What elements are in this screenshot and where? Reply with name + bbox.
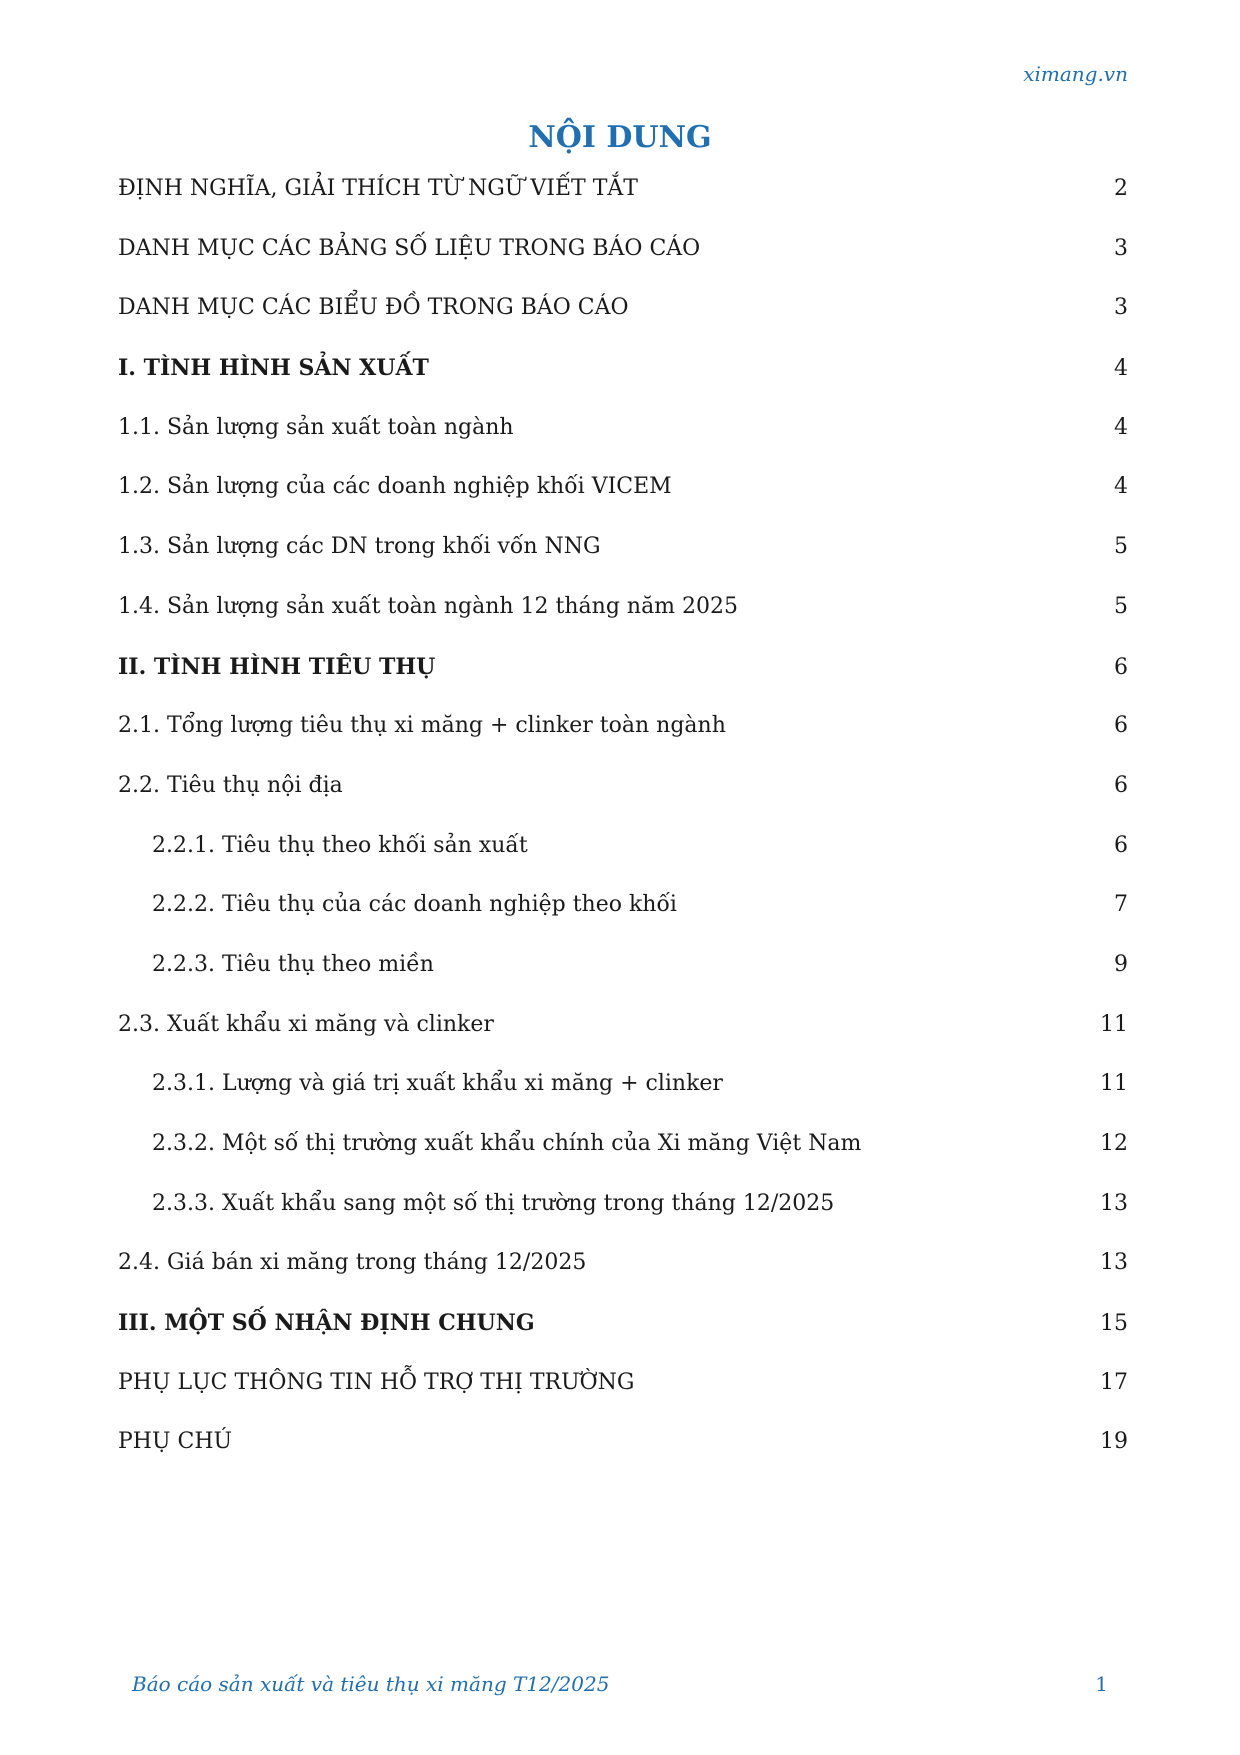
- toc-entry-page: 17: [1100, 1369, 1128, 1395]
- toc-entry[interactable]: [118, 653, 1128, 713]
- toc-entry[interactable]: [118, 354, 1128, 414]
- toc-entry-page: 5: [1114, 593, 1128, 619]
- toc-entry-label: 2.3.2. Một số thị trường xuất khẩu chính của Xi măng Việt Nam: [152, 1131, 862, 1156]
- toc-entry[interactable]: [118, 533, 1128, 593]
- toc-entry[interactable]: [118, 1130, 1128, 1190]
- toc-entry[interactable]: [118, 1428, 1128, 1488]
- toc-entry-label: 2.2. Tiêu thụ nội địa: [118, 772, 343, 798]
- toc-entry-label: I. TÌNH HÌNH SẢN XUẤT: [118, 355, 429, 382]
- toc-entry-label: 2.3.1. Lượng và giá trị xuất khẩu xi măng + clinker: [152, 1071, 723, 1097]
- toc-entry[interactable]: [118, 832, 1128, 892]
- toc-entry-page: 6: [1114, 713, 1128, 739]
- toc-entry[interactable]: [118, 235, 1128, 295]
- toc-entry-page: 13: [1100, 1250, 1128, 1276]
- toc-entry-label: 1.2. Sản lượng của các doanh nghiệp khối VICEM: [118, 474, 672, 500]
- toc-entry[interactable]: [118, 414, 1128, 474]
- toc-entry-page: 19: [1100, 1429, 1128, 1455]
- toc-entry-label: III. MỘT SỐ NHẬN ĐỊNH CHUNG: [118, 1310, 535, 1337]
- toc-entry-page: 15: [1100, 1311, 1128, 1337]
- toc-entry-page: 11: [1100, 1011, 1128, 1037]
- toc-entry-page: 3: [1114, 235, 1128, 261]
- toc-entry-label: 2.2.1. Tiêu thụ theo khối sản xuất: [152, 832, 528, 858]
- toc-entry-page: 4: [1114, 474, 1128, 500]
- toc-entry[interactable]: [118, 1249, 1128, 1309]
- toc-entry-page: 4: [1114, 414, 1128, 440]
- toc-entry-label: 2.3. Xuất khẩu xi măng và clinker: [118, 1011, 494, 1037]
- toc-entry-page: 12: [1100, 1131, 1128, 1156]
- toc-entry-label: 2.1. Tổng lượng tiêu thụ xi măng + clinker toàn ngành: [118, 713, 726, 739]
- footer-report-title: Báo cáo sản xuất và tiêu thụ xi măng T12/2025: [132, 1672, 610, 1696]
- toc-entry-page: 9: [1114, 951, 1128, 977]
- toc-entry[interactable]: [118, 175, 1128, 235]
- toc-entry[interactable]: [118, 1070, 1128, 1130]
- toc-entry-label: PHỤ LỤC THÔNG TIN HỖ TRỢ THỊ TRƯỜNG: [118, 1369, 635, 1395]
- toc-entry-page: 11: [1100, 1071, 1128, 1097]
- toc-entry-page: 6: [1114, 832, 1128, 858]
- toc-entry-label: 2.3.3. Xuất khẩu sang một số thị trường trong tháng 12/2025: [152, 1190, 835, 1216]
- toc-entry-label: II. TÌNH HÌNH TIÊU THỤ: [118, 653, 436, 680]
- toc-entry-page: 2: [1114, 176, 1128, 201]
- toc-entry-page: 6: [1114, 772, 1128, 798]
- toc-entry[interactable]: [118, 294, 1128, 354]
- toc-entry-page: 4: [1114, 356, 1128, 382]
- toc-entry-label: DANH MỤC CÁC BIỂU ĐỒ TRONG BÁO CÁO: [118, 295, 629, 321]
- toc-entry[interactable]: [118, 1011, 1128, 1071]
- toc-entry-label: DANH MỤC CÁC BẢNG SỐ LIỆU TRONG BÁO CÁO: [118, 235, 701, 261]
- page-title: NỘI DUNG: [528, 120, 712, 155]
- toc-entry-page: 13: [1100, 1190, 1128, 1216]
- header-site-name: ximang.vn: [1023, 62, 1128, 86]
- toc-entry[interactable]: [118, 1369, 1128, 1429]
- toc-entry-label: 2.2.3. Tiêu thụ theo miền: [152, 951, 434, 977]
- toc-entry-label: ĐỊNH NGHĨA, GIẢI THÍCH TỪ NGỮ VIẾT TẮT: [118, 176, 638, 201]
- toc-entry-label: 2.4. Giá bán xi măng trong tháng 12/2025: [118, 1250, 587, 1276]
- toc-entry[interactable]: [118, 951, 1128, 1011]
- footer-page-number: 1: [1095, 1672, 1108, 1696]
- toc-entry-page: 6: [1114, 654, 1128, 680]
- toc-entry[interactable]: [118, 593, 1128, 653]
- toc-entry[interactable]: [118, 1190, 1128, 1250]
- toc-entry[interactable]: [118, 473, 1128, 533]
- toc-entry[interactable]: [118, 772, 1128, 832]
- toc-entry-label: 1.4. Sản lượng sản xuất toàn ngành 12 tháng năm 2025: [118, 593, 739, 619]
- toc-entry-label: 1.3. Sản lượng các DN trong khối vốn NNG: [118, 534, 601, 560]
- toc-entry[interactable]: [118, 891, 1128, 951]
- toc-entry[interactable]: [118, 1309, 1128, 1369]
- toc-entry-label: 1.1. Sản lượng sản xuất toàn ngành: [118, 414, 514, 440]
- toc-entry[interactable]: [118, 712, 1128, 772]
- toc-entry-page: 7: [1114, 892, 1128, 918]
- toc-entry-label: 2.2.2. Tiêu thụ của các doanh nghiệp theo khối: [152, 892, 677, 918]
- table-of-contents: [118, 175, 1128, 1488]
- toc-entry-label: PHỤ CHÚ: [118, 1429, 233, 1455]
- toc-entry-page: 3: [1114, 295, 1128, 321]
- toc-entry-page: 5: [1114, 534, 1128, 560]
